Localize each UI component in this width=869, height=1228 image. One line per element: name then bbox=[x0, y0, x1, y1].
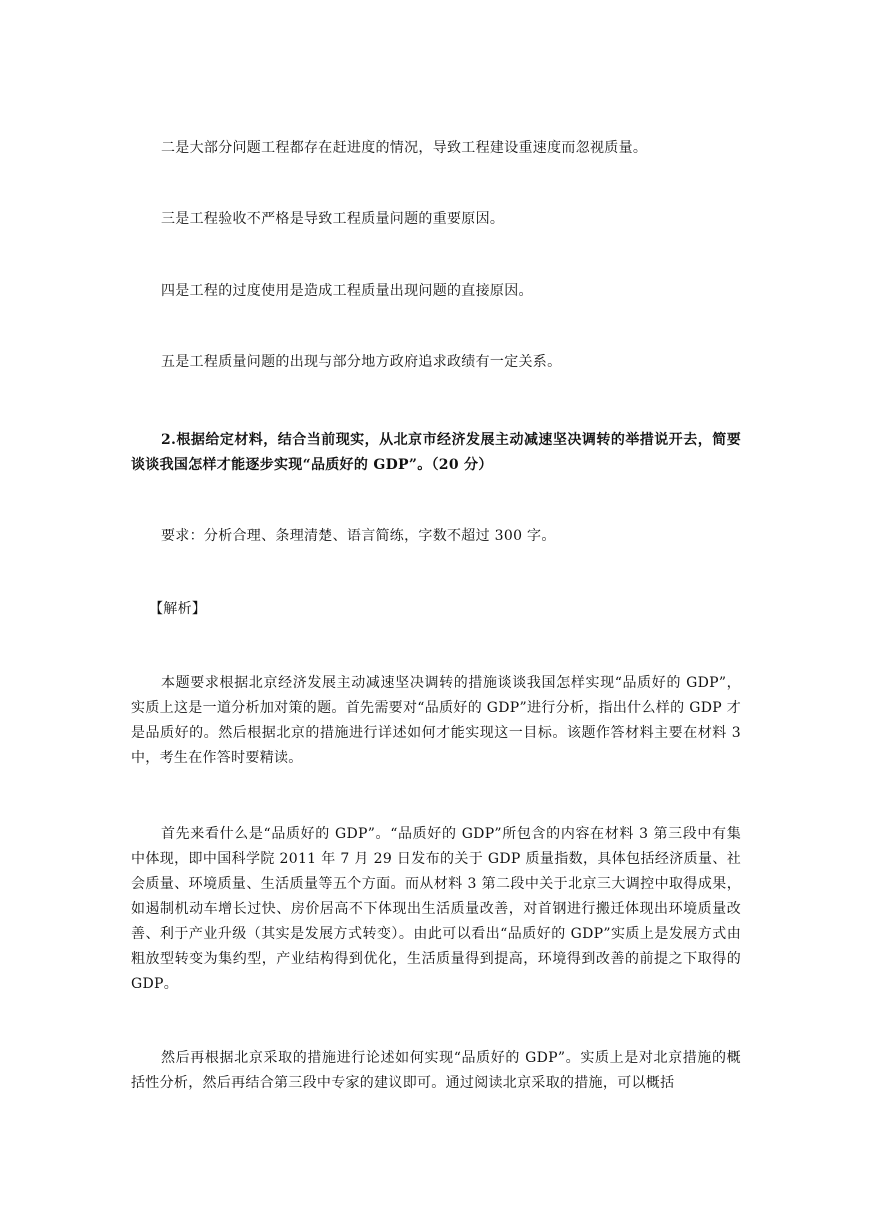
paragraph-point-four: 四是工程的过度使用是造成工程质量出现问题的直接原因。 bbox=[161, 283, 533, 299]
question-two: 2.根据给定材料，结合当前现实，从北京市经济发展主动减速坚决调转的举措说开去，简要谈谈我国怎样才能逐步实现“品质好的 GDP”。（20 分） bbox=[131, 432, 741, 473]
paragraph-point-three: 三是工程验收不严格是导致工程质量问题的重要原因。 bbox=[161, 211, 505, 227]
analysis-paragraph-2: 首先来看什么是“品质好的 GDP”。“品质好的 GDP”所包含的内容在材料 3 第三段中有集中体现，即中国科学院 2011 年 7 月 29 日发布的关于 GDP 质量指数，具体包括经济质量、社会质量、环境质量、生活质量等五个方面。而从材料 3 第二段中关于北京三大调控中取得成果，如遏制机动车增长过快、房价居高不下体现出生活质量改善，对首钢进行搬迁体现出环境质量改善、利于产业升级（其实是发展方式转变）。由此可以看出“品质好的 GDP”实质上是发展方式由粗放型转变为集约型，产业结构得到优化，生活质量得到提高，环境得到改善的前提之下取得的 GDP。 bbox=[131, 826, 741, 992]
analysis-paragraph-3: 然后再根据北京采取的措施进行论述如何实现“品质好的 GDP”。实质上是对北京措施的概括性分析，然后再结合第三段中专家的建议即可。通过阅读北京采取的措施，可以概括 bbox=[131, 1050, 741, 1091]
analysis-paragraph-1: 本题要求根据北京经济发展主动减速坚决调转的措施谈谈我国怎样实现“品质好的 GDP”，实质上这是一道分析加对策的题。首先需要对“品质好的 GDP”进行分析，指出什么样的 GDP 才是品质好的。然后根据北京的措施进行详述如何才能实现这一目标。该题作答材料主要在材料 3 中，考生在作答时要精读。 bbox=[131, 675, 741, 766]
requirement-text: 要求：分析合理、条理清楚、语言简练，字数不超过 300 字。 bbox=[161, 528, 556, 544]
analysis-label: 【解析】 bbox=[149, 601, 207, 617]
paragraph-point-five: 五是工程质量问题的出现与部分地方政府追求政绩有一定关系。 bbox=[161, 354, 562, 370]
paragraph-point-two: 二是大部分问题工程都存在赶进度的情况，导致工程建设重速度而忽视质量。 bbox=[161, 140, 648, 156]
